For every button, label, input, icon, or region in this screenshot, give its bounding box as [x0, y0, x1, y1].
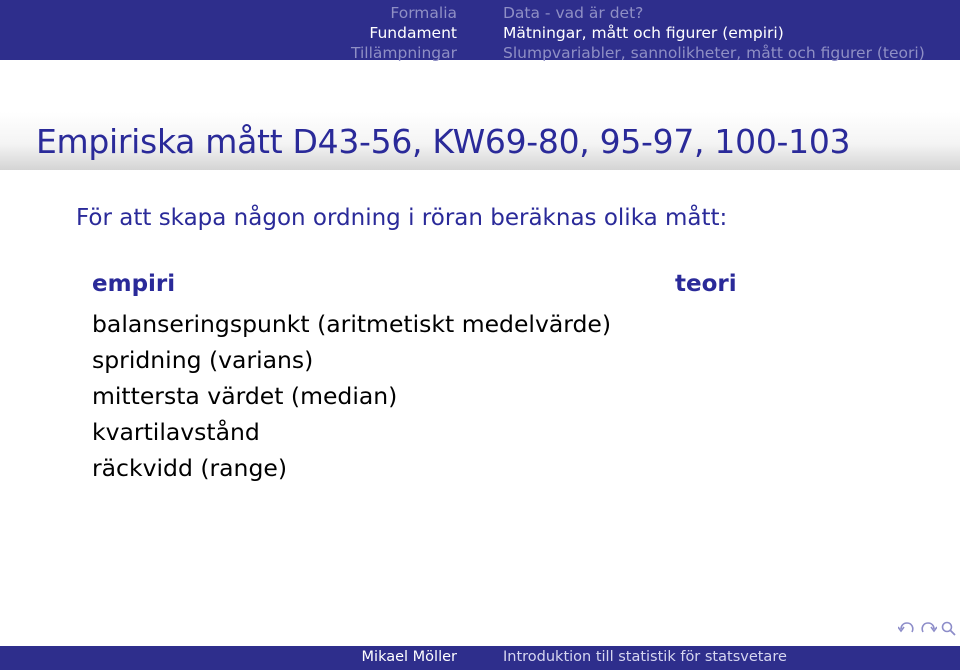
- list-item: spridning (varians): [92, 346, 314, 374]
- nav-section-formalia[interactable]: Formalia: [390, 4, 457, 22]
- slide-title: Empiriska mått D43-56, KW69-80, 95-97, 100-103: [36, 122, 851, 161]
- back-arrow-icon[interactable]: [898, 620, 916, 636]
- footer: [0, 646, 960, 670]
- search-icon[interactable]: [940, 620, 958, 636]
- footer-author: Mikael Möller: [361, 649, 457, 665]
- nav-section-fundament[interactable]: Fundament: [369, 24, 457, 42]
- nav-symbols: [898, 620, 958, 636]
- list-item: balanseringspunkt (aritmetiskt medelvärde): [92, 310, 612, 338]
- subsection-nav: [503, 3, 925, 63]
- list-item: mittersta värdet (median): [92, 382, 398, 410]
- nav-subsection-data[interactable]: Data - vad är det?: [503, 4, 644, 22]
- list-item: räckvidd (range): [92, 454, 287, 482]
- nav-subsection-teori[interactable]: Slumpvariabler, sannolikheter, mått och figurer (teori): [503, 44, 925, 62]
- nav-section-tillampningar[interactable]: Tillämpningar: [350, 44, 457, 62]
- intro-text: För att skapa någon ordning i röran beräknas olika mått:: [76, 205, 728, 231]
- column-heading-empiri: empiri: [92, 271, 176, 297]
- measure-list: [92, 306, 611, 486]
- header-nav: [0, 0, 960, 60]
- footer-title: Introduktion till statistik för statsvetare: [503, 649, 787, 665]
- column-heading-teori: teori: [675, 271, 737, 297]
- list-item: kvartilavstånd: [92, 418, 260, 446]
- section-nav: [0, 3, 457, 63]
- nav-subsection-empiri[interactable]: Mätningar, mått och figurer (empiri): [503, 24, 784, 42]
- forward-arrow-icon[interactable]: [919, 620, 937, 636]
